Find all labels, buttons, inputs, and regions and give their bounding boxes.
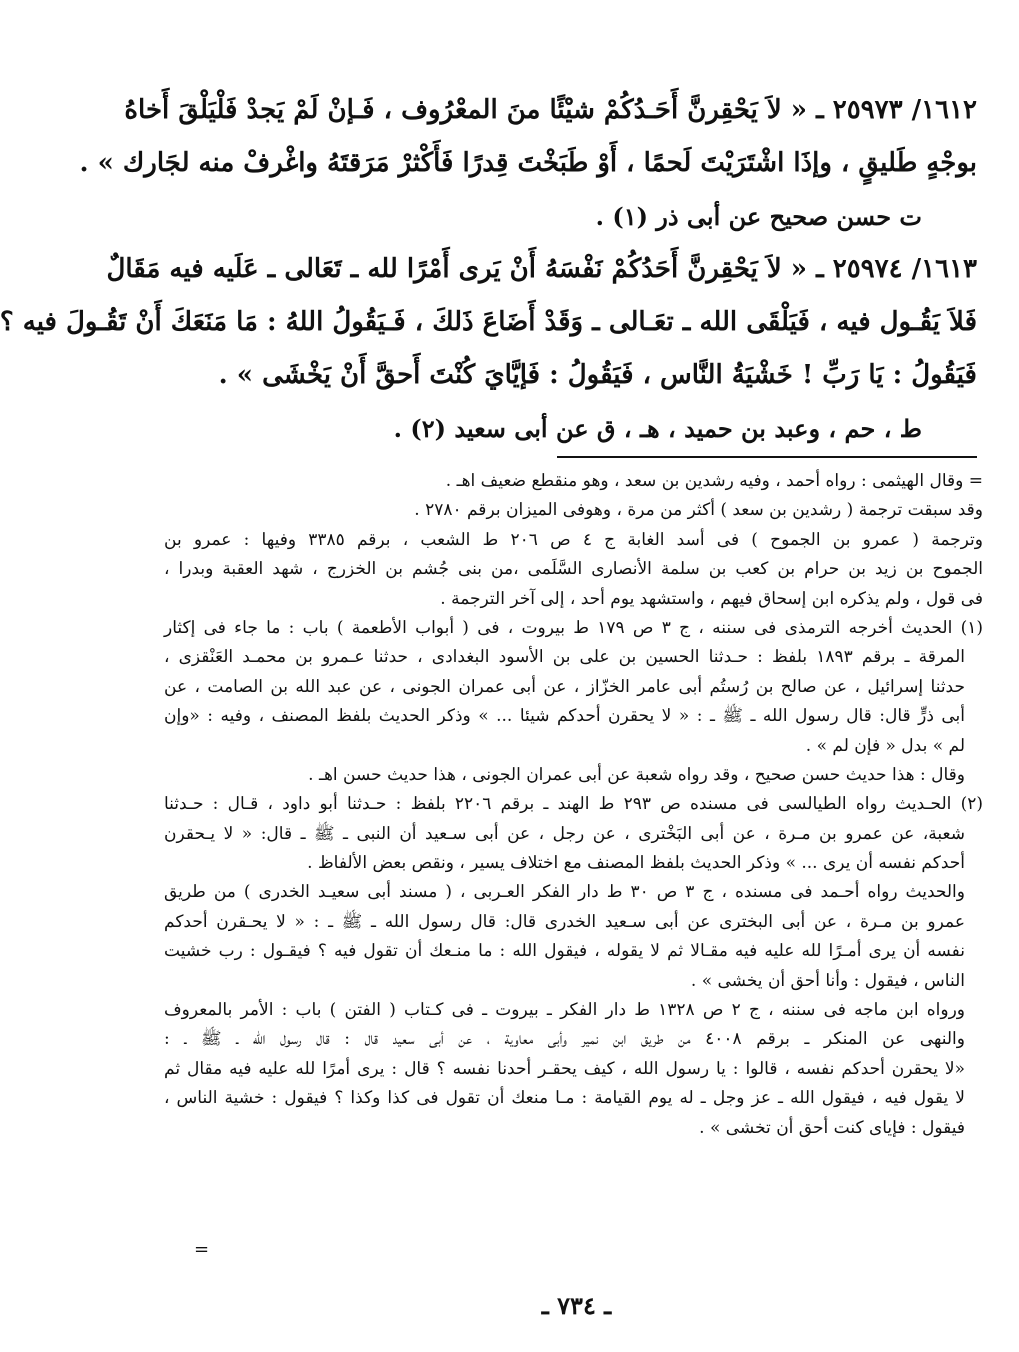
hadith-1613-line-2: فَلاَ يَقُـول فيه ، فَيَلْقَى الله ـ تعَـالى ـ وَقَدْ أَضَاعَ ذَلكَ ، فَـيَقُولُ اللهُ : مَا مَنَعَكَ أَنْ تَقُـولَ فيه ؟ — [0, 307, 977, 337]
footnote-separator — [557, 456, 977, 458]
footnote-line: فى قول ، ولم يذكره ابن إسحاق فيهم ، واستشهد يوم أحد ، إلى آخر الترجمة . — [440, 588, 983, 609]
hadith-1613-line-1: ١٦١٣/ ٢٥٩٧٤ ـ « لاَ يَحْقِرنَّ أَحَدُكُمْ نَفْسَهُ أَنْ يَرى أَمْرًا لله ـ تَعَالى ـ عَلَيه فيه مَقَالٌ — [106, 254, 977, 284]
footnote-line: ورواه ابن ماجه فى سننه ، ج ٢ ص ١٣٢٨ ط دار الفكر ـ بيروت ـ فى كـتاب ( الفتن ) باب : الأمر بالمعروف — [164, 1000, 966, 1021]
footnote-line: «لا يحقرن أحدكم نفسه ، قالوا : يا رسول الله ، كيف يحقـر أحدنا نفسه ؟ قال : يرى أمرًا لله عليه فيه مقال ثم — [164, 1058, 965, 1079]
footnote-line: أحدكم نفسه أن يرى ... » وذكر الحديث بلفظ المصنف مع اختلاف يسير ، ونقص بعض الألفاظ . — [307, 853, 965, 874]
footnote-2-start: (٢) الحـديث رواه الطيالسى فى مسنده ص ٢٩٣ ط الهند ـ برقم ٢٢٠٦ بلفظ : حـدثنا أبو داود ، قـال : حـدثنا — [164, 794, 983, 815]
hadith-1612-line-2: بوجْهٍ طَليقٍ ، وإذَا اشْتَرَيْتَ لَحمًا ، أَوْ طَبَخْتَ قِدرًا فَأَكْثرْ مَرَقتَهُ واغْرفْ منه لجَارك » . — [79, 148, 977, 178]
continuation-mark: = — [194, 1239, 210, 1260]
hadith-1613-source: ط ، حم ، وعبد بن حميد ، هـ ، ق عن أبى سعيد (٢) . — [393, 414, 922, 443]
footnote-line: حدثنا إسرائيل ، عن صالح بن رُستُم أبى عامر الخزّاز ، عن أبى عمران الجونى ، عن عبد الله بن الصامت ، عن — [164, 676, 965, 697]
footnote-line: والنهى عن المنكر ـ برقم ٤٠٠٨ من طريق ابن نمير وأبى معاوية ، عن أبى سعيد قال : قال رسول الله ـ ﷺ ـ : — [164, 1029, 965, 1050]
footnote-line: وقد سبقت ترجمة ( رشدين بن سعد ) أكثر من مرة ، وهوفى الميزان برقم ٢٧٨٠ . — [414, 500, 983, 521]
hadith-1612-line-1: ١٦١٢/ ٢٥٩٧٣ ـ « لاَ يَحْقِرنَّ أَحَـدُكُمْ شيْئًا منَ المعْرُوف ، فَـإنْ لَمْ يَجدْ فَلْيَلْقَ أَخاهُ — [124, 95, 977, 125]
footnote-line: فيقول : فإياى كنت أحق أن تخشى » . — [699, 1117, 965, 1138]
footnote-line: عمرو بن مـرة ، عن أبى البخترى عن أبى سـعيد الخدرى قال: قال رسول الله ـ ﷺ ـ : « لا يحـقرن أحدكم — [164, 911, 965, 932]
footnote-1-start: (١) الحديث أخرجه الترمذى فى سننه ، ج ٣ ص ١٧٩ ط بيروت ، فى ( أبواب الأطعمة ) باب : ما جاء فى إكثار — [164, 617, 983, 638]
footnote-line: = وقال الهيثمى : رواه أحمد ، وفيه رشدين بن سعد ، وهو منقطع ضعيف اهـ . — [445, 471, 983, 491]
footnote-line: نفسه أن يرى أمـرًا لله عليه فيه مقـالا ثم لا يقوله ، فيقول الله : ما منـعك أن تقول فيه ؟ فيقـول : رب خشيت — [164, 941, 965, 962]
footnote-line: لا يقول فيه ، فيقول الله ـ عز وجل ـ له يوم القيامة : مـا منعك أن تقول فى كذا وكذا ؟ فيقول : خشية الناس ، — [164, 1088, 965, 1109]
footnote-line: شعبة، عن عمرو بن مـرة ، عن أبى البَخْترى ، عن رجل ، عن أبى سـعيد أن النبى ـ ﷺ ـ قال: « لا يـحقرن — [164, 823, 965, 844]
footnote-line: وقال : هذا حديث حسن صحيح ، وقد رواه شعبة عن أبى عمران الجونى ، هذا حديث حسن اهـ . — [308, 764, 965, 785]
footnote-line: المرقة ـ برقم ١٨٩٣ بلفظ : حـدثنا الحسين بن على بن الأسود البغدادى ، حدثنا عـمرو بن محمـد العَنْقزى ، — [164, 647, 965, 668]
footnotes — [164, 467, 983, 1143]
hadith-1613-line-3: فَيَقُولُ : يَا رَبِّ ! خَشْيَةُ النَّاس ، فَيَقُولُ : فَإيَّايَ كُنْتَ أَحقَّ أَنْ يَخْشَى » . — [218, 360, 977, 390]
footnote-line: والحديث رواه أحـمد فى مسنده ، ج ٣ ص ٣٠ ط دار الفكر العـربى ، ( مسند أبى سعيـد الخدرى ) من طريق — [164, 882, 965, 903]
footnote-line: أبى ذرٍّ قال: قال رسول الله ـ ﷺ ـ : « لا يحقرن أحدكم شيئا ... » وذكر الحديث بلفظ المصنف ، وفيه : «وإن — [164, 706, 965, 727]
main-text — [0, 84, 977, 455]
hadith-1612-source: ت حسن صحيح عن أبى ذر (١) . — [595, 202, 922, 231]
footnote-line: وترجمة ( عمرو بن الجموح ) فى أسد الغابة ج ٤ ص ٢٠٦ ط الشعب ، برقم ٣٣٨٥ وفيها : عمرو بن — [164, 529, 983, 550]
page-number: ـ ٧٣٤ ـ — [541, 1291, 612, 1320]
footnote-line: لم » بدل « فإن لم » . — [805, 735, 965, 756]
footnote-line: الناس ، فيقول : وأنا أحق أن يخشى » . — [690, 970, 965, 991]
footnote-line: الجموح بن زيد بن حرام بن كعب بن سلمة الأنصارى السَّلَمى ،من بنى جُشم بن الخزرج ، شهد العقبة وبدرا ، — [164, 559, 983, 580]
